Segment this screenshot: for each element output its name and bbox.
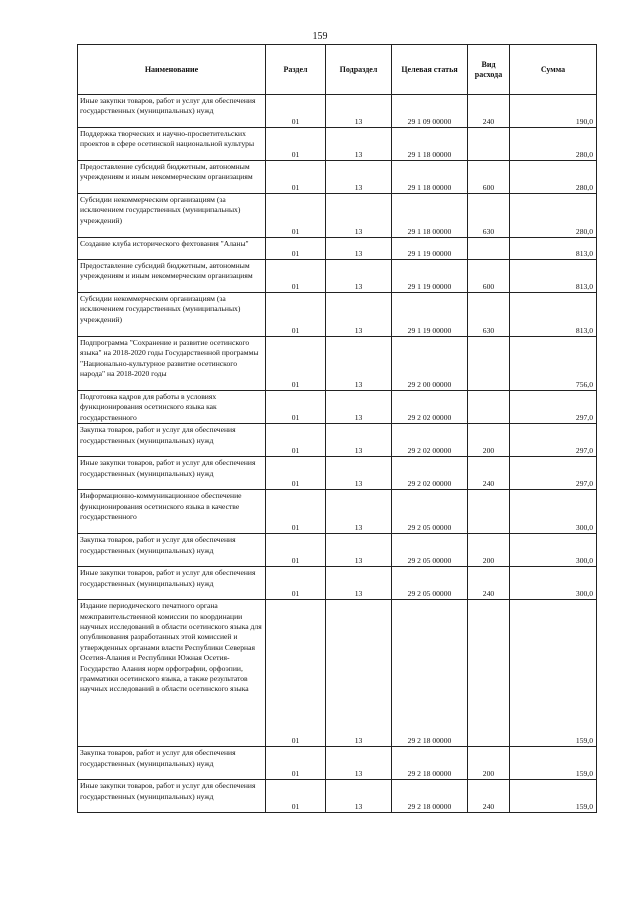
cell-name: Подпрограмма "Сохранение и развитие осетинского языка" на 2018-2020 годы Государственной программы "Национально-культурное развитие осетинского народа" на 2018-2020 годы <box>78 337 266 391</box>
cell-target: 29 1 18 00000 <box>392 194 468 238</box>
cell-expense-type: 200 <box>468 534 510 567</box>
cell-amount: 159,0 <box>510 780 597 813</box>
cell-subsection: 13 <box>326 293 392 337</box>
cell-subsection: 13 <box>326 391 392 424</box>
cell-expense-type <box>468 337 510 391</box>
cell-section: 01 <box>266 780 326 813</box>
page-number: 159 <box>312 31 328 42</box>
cell-section: 01 <box>266 337 326 391</box>
cell-section: 01 <box>266 391 326 424</box>
column-header-section: Раздел <box>266 45 326 95</box>
table-row <box>78 490 597 534</box>
cell-name: Субсидии некоммерческим организациям (за исключением государственных (муниципальных) учреждений) <box>78 293 266 337</box>
cell-target: 29 2 05 00000 <box>392 534 468 567</box>
cell-section: 01 <box>266 567 326 600</box>
cell-section: 01 <box>266 128 326 161</box>
cell-section: 01 <box>266 600 326 747</box>
cell-amount: 813,0 <box>510 293 597 337</box>
table-body <box>78 95 597 813</box>
table-row <box>78 238 597 260</box>
cell-expense-type: 240 <box>468 95 510 128</box>
cell-target: 29 1 09 00000 <box>392 95 468 128</box>
cell-name: Закупка товаров, работ и услуг для обеспечения государственных (муниципальных) нужд <box>78 747 266 780</box>
cell-target: 29 1 19 00000 <box>392 260 468 293</box>
table-row <box>78 293 597 337</box>
column-header-amount: Сумма <box>510 45 597 95</box>
cell-expense-type <box>468 600 510 747</box>
table-row <box>78 534 597 567</box>
cell-name: Предоставление субсидий бюджетным, автономным учреждениям и иным некоммерческим организациям <box>78 260 266 293</box>
cell-target: 29 2 05 00000 <box>392 567 468 600</box>
cell-subsection: 13 <box>326 95 392 128</box>
cell-amount: 756,0 <box>510 337 597 391</box>
cell-subsection: 13 <box>326 337 392 391</box>
cell-name: Иные закупки товаров, работ и услуг для обеспечения государственных (муниципальных) нужд <box>78 567 266 600</box>
cell-subsection: 13 <box>326 490 392 534</box>
table-row <box>78 95 597 128</box>
cell-target: 29 2 18 00000 <box>392 747 468 780</box>
table-row <box>78 337 597 391</box>
cell-amount: 813,0 <box>510 260 597 293</box>
cell-section: 01 <box>266 457 326 490</box>
cell-subsection: 13 <box>326 600 392 747</box>
cell-target: 29 2 18 00000 <box>392 780 468 813</box>
cell-subsection: 13 <box>326 567 392 600</box>
cell-amount: 159,0 <box>510 747 597 780</box>
cell-name: Иные закупки товаров, работ и услуг для обеспечения государственных (муниципальных) нужд <box>78 95 266 128</box>
cell-name: Создание клуба исторического фехтования "Аланы" <box>78 238 266 260</box>
cell-expense-type <box>468 128 510 161</box>
cell-section: 01 <box>266 95 326 128</box>
cell-target: 29 1 18 00000 <box>392 128 468 161</box>
cell-target: 29 2 00 00000 <box>392 337 468 391</box>
cell-subsection: 13 <box>326 260 392 293</box>
table-row <box>78 747 597 780</box>
table-row <box>78 567 597 600</box>
cell-amount: 300,0 <box>510 490 597 534</box>
table-row <box>78 600 597 747</box>
cell-name: Закупка товаров, работ и услуг для обеспечения государственных (муниципальных) нужд <box>78 534 266 567</box>
cell-amount: 300,0 <box>510 534 597 567</box>
column-header-subsection: Подраздел <box>326 45 392 95</box>
cell-subsection: 13 <box>326 780 392 813</box>
cell-target: 29 2 05 00000 <box>392 490 468 534</box>
table-row <box>78 391 597 424</box>
cell-name: Поддержка творческих и научно-просветительских проектов в сфере осетинской национальной культуры <box>78 128 266 161</box>
cell-expense-type <box>468 490 510 534</box>
cell-target: 29 2 02 00000 <box>392 424 468 457</box>
cell-target: 29 1 18 00000 <box>392 161 468 194</box>
table-row <box>78 780 597 813</box>
cell-expense-type: 600 <box>468 161 510 194</box>
cell-target: 29 2 02 00000 <box>392 391 468 424</box>
cell-section: 01 <box>266 238 326 260</box>
cell-expense-type: 240 <box>468 780 510 813</box>
cell-name: Информационно-коммуникационное обеспечение функционирования осетинского языка в качестве государственного <box>78 490 266 534</box>
cell-amount: 280,0 <box>510 194 597 238</box>
cell-amount: 297,0 <box>510 391 597 424</box>
cell-name: Издание периодического печатного органа межправительственной комиссии по координации научных исследований в области осетинского языка для опубликования разработанных этой комиссией и утвержденных органами власти Республики Северная Осетия-Алания и Республики Южная Осетия-Государство Алания норм орфографии, орфоэпии, грамматики осетинского языка, а также результатов научных исследований в области осетинского языка <box>78 600 266 747</box>
cell-subsection: 13 <box>326 747 392 780</box>
cell-target: 29 2 02 00000 <box>392 457 468 490</box>
table-row <box>78 457 597 490</box>
cell-section: 01 <box>266 424 326 457</box>
cell-target: 29 1 19 00000 <box>392 293 468 337</box>
cell-section: 01 <box>266 747 326 780</box>
cell-amount: 280,0 <box>510 161 597 194</box>
cell-amount: 159,0 <box>510 600 597 747</box>
cell-expense-type: 200 <box>468 424 510 457</box>
cell-subsection: 13 <box>326 457 392 490</box>
cell-subsection: 13 <box>326 424 392 457</box>
column-header-target: Целевая статья <box>392 45 468 95</box>
column-header-name: Наименование <box>78 45 266 95</box>
cell-expense-type: 200 <box>468 747 510 780</box>
cell-expense-type: 600 <box>468 260 510 293</box>
cell-name: Субсидии некоммерческим организациям (за исключением государственных (муниципальных) учреждений) <box>78 194 266 238</box>
cell-section: 01 <box>266 194 326 238</box>
table-header-row <box>78 45 597 95</box>
cell-target: 29 1 19 00000 <box>392 238 468 260</box>
cell-amount: 297,0 <box>510 424 597 457</box>
cell-section: 01 <box>266 490 326 534</box>
table-row <box>78 128 597 161</box>
cell-subsection: 13 <box>326 194 392 238</box>
cell-expense-type: 240 <box>468 567 510 600</box>
cell-subsection: 13 <box>326 534 392 567</box>
cell-subsection: 13 <box>326 238 392 260</box>
cell-amount: 280,0 <box>510 128 597 161</box>
cell-amount: 813,0 <box>510 238 597 260</box>
cell-name: Предоставление субсидий бюджетным, автономным учреждениям и иным некоммерческим организациям <box>78 161 266 194</box>
cell-name: Иные закупки товаров, работ и услуг для обеспечения государственных (муниципальных) нужд <box>78 457 266 490</box>
budget-table <box>77 44 597 813</box>
cell-expense-type: 240 <box>468 457 510 490</box>
cell-section: 01 <box>266 293 326 337</box>
cell-expense-type: 630 <box>468 194 510 238</box>
cell-amount: 190,0 <box>510 95 597 128</box>
column-header-expense-type: Вид расхода <box>468 45 510 95</box>
cell-section: 01 <box>266 260 326 293</box>
cell-expense-type: 630 <box>468 293 510 337</box>
cell-name: Закупка товаров, работ и услуг для обеспечения государственных (муниципальных) нужд <box>78 424 266 457</box>
table-row <box>78 194 597 238</box>
cell-subsection: 13 <box>326 128 392 161</box>
cell-section: 01 <box>266 161 326 194</box>
cell-subsection: 13 <box>326 161 392 194</box>
cell-amount: 297,0 <box>510 457 597 490</box>
cell-name: Иные закупки товаров, работ и услуг для обеспечения государственных (муниципальных) нужд <box>78 780 266 813</box>
cell-name: Подготовка кадров для работы в условиях функционирования осетинского языка как государственного <box>78 391 266 424</box>
table-row <box>78 161 597 194</box>
cell-target: 29 2 18 00000 <box>392 600 468 747</box>
cell-expense-type <box>468 391 510 424</box>
table-row <box>78 424 597 457</box>
cell-amount: 300,0 <box>510 567 597 600</box>
cell-expense-type <box>468 238 510 260</box>
table-row <box>78 260 597 293</box>
cell-section: 01 <box>266 534 326 567</box>
